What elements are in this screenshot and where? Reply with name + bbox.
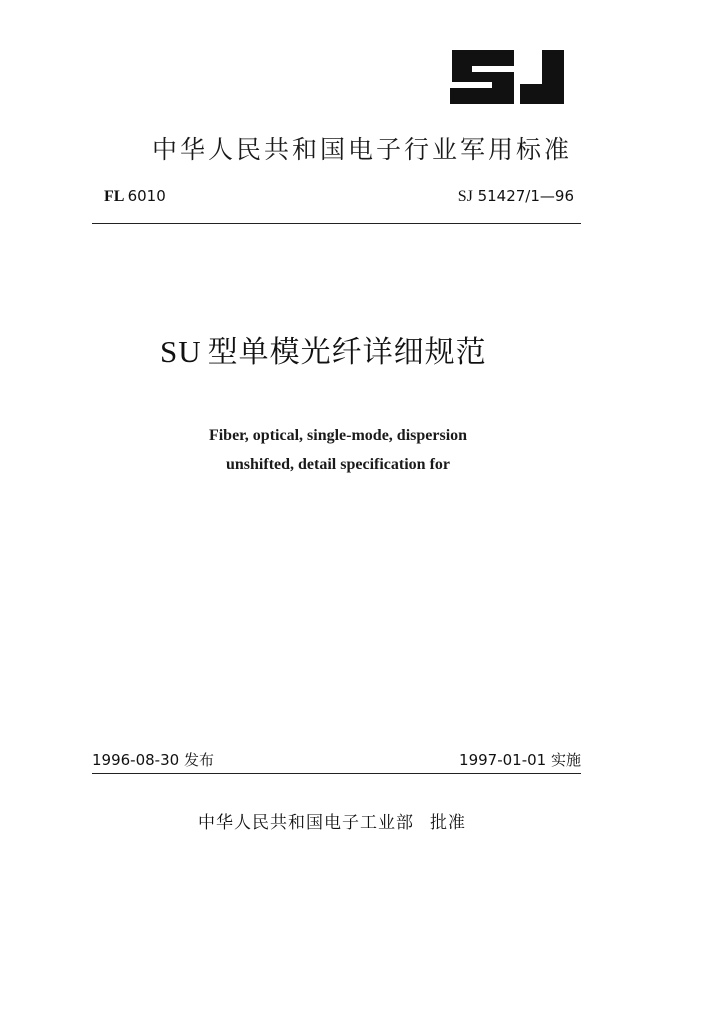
sj-logo bbox=[448, 46, 570, 108]
classification-code bbox=[104, 187, 166, 206]
document-title-cn bbox=[160, 327, 487, 371]
approval-line bbox=[198, 808, 466, 833]
header-divider bbox=[92, 223, 581, 224]
classification-prefix: FL bbox=[104, 188, 124, 205]
classification-number: 6010 bbox=[127, 187, 166, 205]
standard-prefix: SJ bbox=[457, 188, 473, 205]
effective-date: 1997-01-01 实施 bbox=[459, 751, 581, 769]
logo-letter-j bbox=[520, 50, 564, 104]
approve-label: 批准 bbox=[430, 813, 466, 833]
issue-date: 1996-08-30 发布 bbox=[92, 751, 214, 769]
title-cn-text: 型单模光纤详细规范 bbox=[207, 335, 487, 370]
document-title-en bbox=[160, 421, 516, 479]
approving-authority: 中华人民共和国电子工业部 bbox=[198, 813, 414, 833]
title-en-line-2: unshifted, detail specification for bbox=[226, 456, 450, 473]
logo-letter-s bbox=[450, 50, 514, 104]
organization-header: 中华人民共和国电子行业军用标准 bbox=[151, 135, 572, 164]
footer-divider bbox=[92, 773, 581, 774]
standard-code bbox=[458, 187, 574, 206]
standard-number: 51427/1—96 bbox=[477, 187, 574, 205]
title-type-code: SU bbox=[160, 334, 202, 369]
title-en-line-1: Fiber, optical, single-mode, dispersion bbox=[208, 427, 468, 444]
